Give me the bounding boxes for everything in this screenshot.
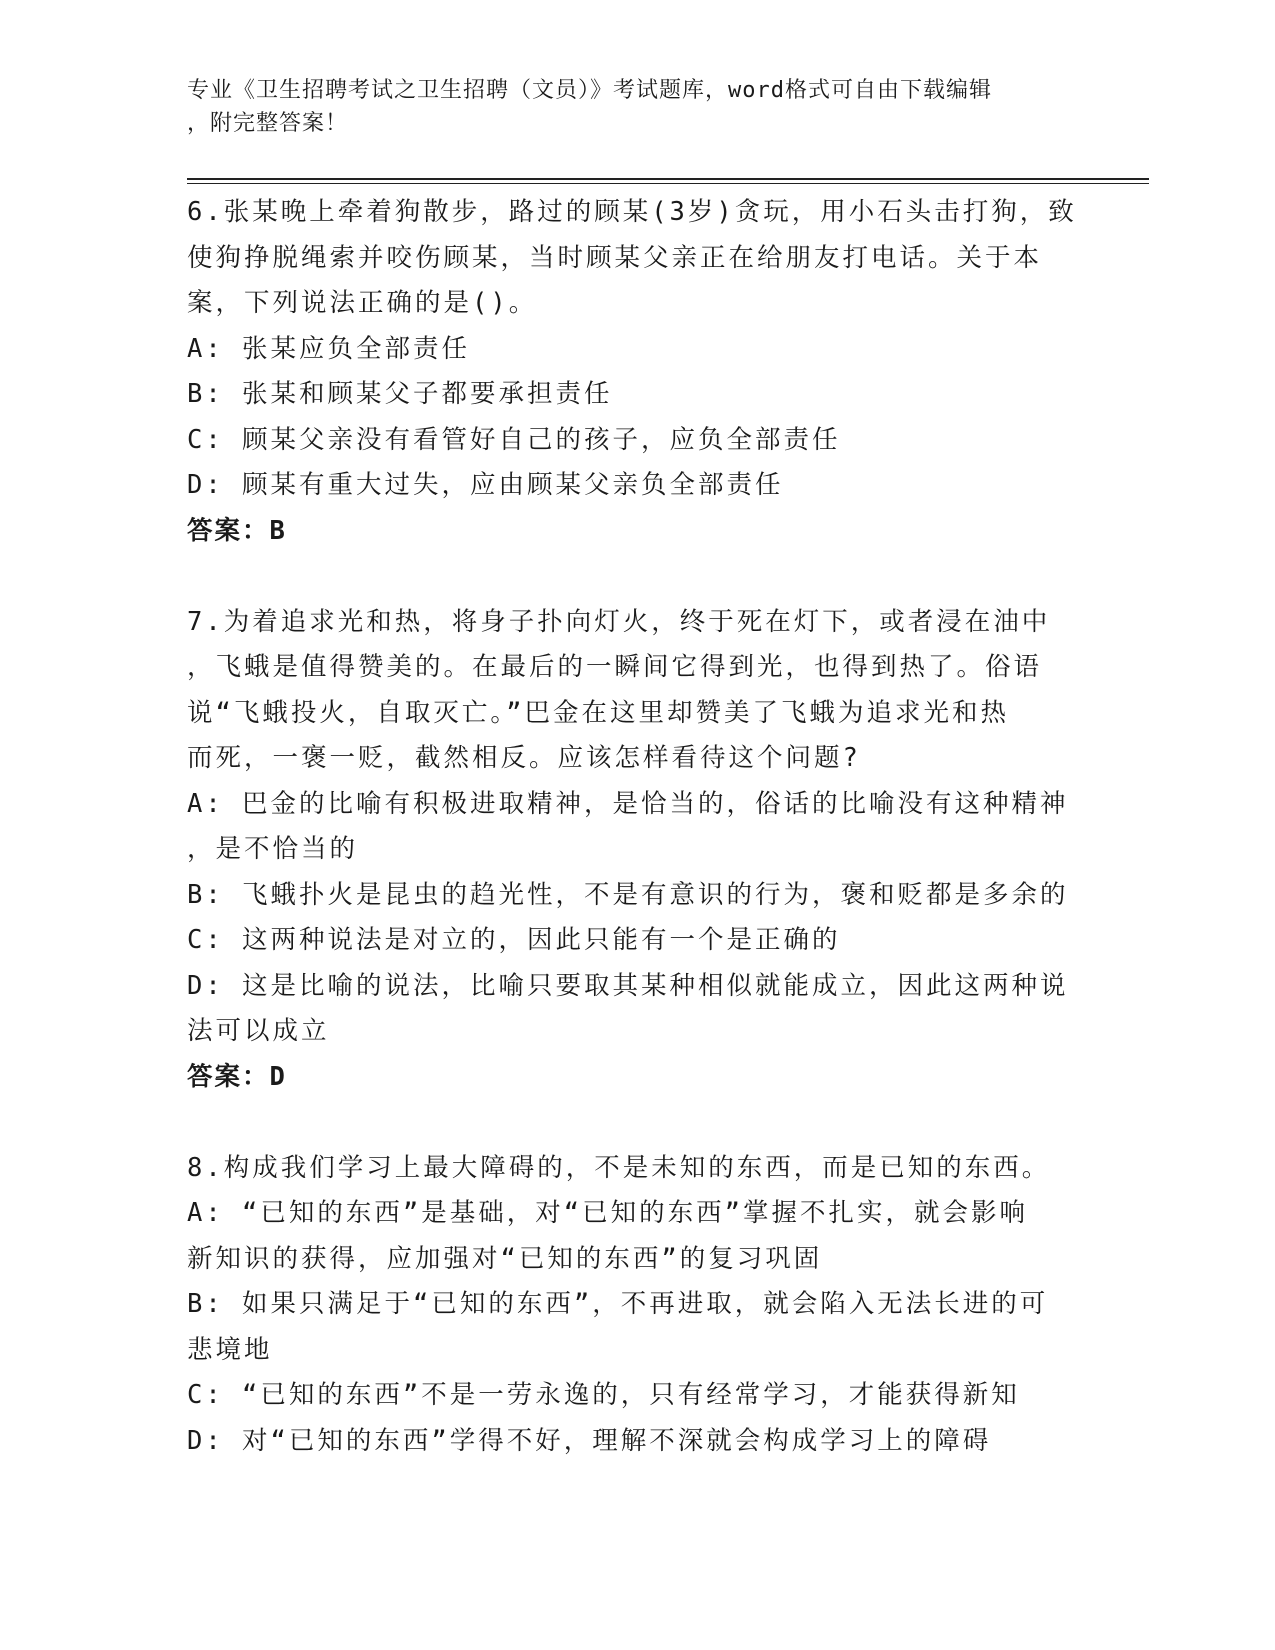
question-1: [187, 190, 1087, 554]
question-spacer: [187, 554, 1087, 600]
option-line: ，是不恰当的: [187, 834, 359, 864]
header-rule-thin: [187, 183, 1149, 184]
option-A: [187, 327, 1087, 373]
option-B: [187, 1282, 1087, 1373]
option-line: B: 如果只满足于“已知的东西”，不再进取，就会陷入无法长进的可: [187, 1289, 1049, 1319]
option-C: [187, 918, 1087, 964]
option-D: [187, 463, 1087, 509]
option-line: A: 巴金的比喻有积极进取精神，是恰当的，俗话的比喻没有这种精神: [187, 788, 1069, 819]
option-line: D: 顾某有重大过失，应由顾某父亲负全部责任: [187, 470, 784, 500]
option-line: A: 张某应负全部责任: [187, 333, 471, 364]
document-header: [187, 74, 1067, 140]
header-line-1: 专业《卫生招聘考试之卫生招聘（文员）》考试题库，word格式可自由下载编辑: [187, 78, 992, 103]
option-D: [187, 964, 1087, 1055]
question-list: [187, 190, 1087, 1464]
option-line: C: 顾某父亲没有看管好自己的孩子，应负全部责任: [187, 424, 841, 455]
question-stem-line: 7.为着追求光和热，将身子扑向灯火，终于死在灯下，或者浸在油中: [187, 606, 1051, 637]
option-C: [187, 1373, 1087, 1419]
option-B: [187, 372, 1087, 418]
question-2: [187, 600, 1087, 1101]
option-line: 悲境地: [187, 1334, 273, 1365]
option-B: [187, 873, 1087, 919]
option-A: [187, 1191, 1087, 1282]
option-line: B: 张某和顾某父子都要承担责任: [187, 379, 613, 409]
option-line: B: 飞蛾扑火是昆虫的趋光性，不是有意识的行为，褒和贬都是多余的: [187, 879, 1069, 910]
option-line: D: 对“已知的东西”学得不好，理解不深就会构成学习上的障碍: [187, 1425, 992, 1456]
answer-label: 答案：B: [187, 515, 287, 546]
option-line: 法可以成立: [187, 1016, 330, 1046]
option-line: A: “已知的东西”是基础，对“已知的东西”掌握不扎实，就会影响: [187, 1198, 1028, 1228]
question-3: [187, 1146, 1087, 1465]
option-line: C: “已知的东西”不是一劳永逸的，只有经常学习，才能获得新知: [187, 1380, 1020, 1410]
option-C: [187, 418, 1087, 464]
question-stem-line: 而死，一褒一贬，截然相反。应该怎样看待这个问题?: [187, 743, 861, 773]
answer-label: 答案：D: [187, 1061, 287, 1092]
question-stem-line: 6.张某晚上牵着狗散步，路过的顾某(3岁)贪玩，用小石头击打狗，致: [187, 197, 1077, 227]
question-spacer: [187, 1100, 1087, 1146]
header-line-2: ，附完整答案！: [187, 111, 349, 136]
header-rule-thick: [187, 178, 1149, 180]
option-D: [187, 1419, 1087, 1465]
option-line: 新知识的获得，应加强对“已知的东西”的复习巩固: [187, 1243, 823, 1274]
option-line: D: 这是比喻的说法，比喻只要取其某种相似就能成立，因此这两种说: [187, 970, 1069, 1001]
question-stem-line: 说“飞蛾投火，自取灭亡。”巴金在这里却赞美了飞蛾为追求光和热: [187, 697, 1009, 728]
option-line: C: 这两种说法是对立的，因此只能有一个是正确的: [187, 925, 841, 955]
option-A: [187, 782, 1087, 873]
question-stem-line: 8.构成我们学习上最大障碍的，不是未知的东西，而是已知的东西。: [187, 1152, 1051, 1183]
question-stem-line: 案，下列说法正确的是()。: [187, 288, 538, 318]
question-stem-line: ，飞蛾是值得赞美的。在最后的一瞬间它得到光，也得到热了。俗语: [187, 652, 1043, 682]
question-stem-line: 使狗挣脱绳索并咬伤顾某，当时顾某父亲正在给朋友打电话。关于本: [187, 242, 1043, 273]
